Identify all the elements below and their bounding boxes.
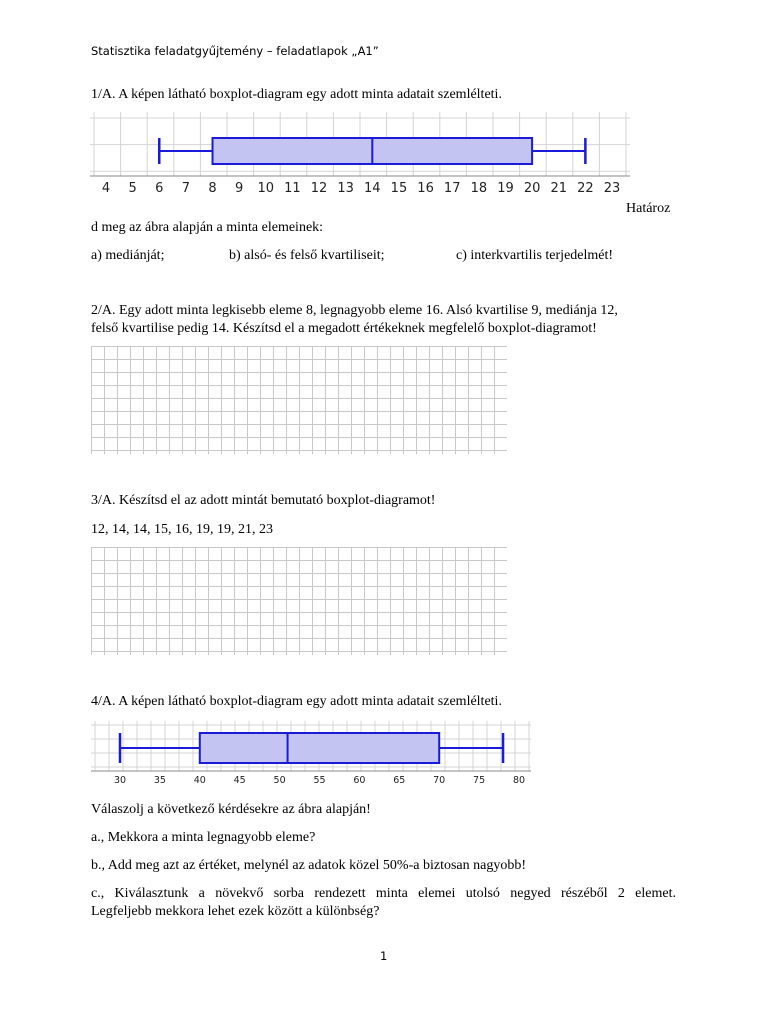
tick-label: 11 (284, 181, 301, 196)
tick-label: 16 (417, 181, 434, 196)
boxplot-chart-1 (90, 112, 630, 204)
tick-label: 55 (313, 775, 326, 786)
tick-label: 4 (101, 181, 111, 196)
tick-label: 5 (128, 181, 137, 196)
q4-intro: Válaszolj a következő kérdésekre az ábra alapján! (91, 802, 371, 817)
q1-title: 1/A. A képen látható boxplot-diagram egy adott minta adatait szemlélteti. (91, 87, 502, 102)
tick-label: 20 (523, 181, 541, 196)
empty-grid-q2[interactable] (91, 346, 507, 454)
tick-label: 75 (473, 775, 486, 786)
q1-instruction: d meg az ábra alapján a minta elemeinek: (91, 220, 324, 235)
q2-line-1: 2/A. Egy adott minta legkisebb eleme 8, legnagyobb eleme 16. Alsó kvartilise 9, mediánja 12, (91, 303, 618, 318)
tick-label: 30 (113, 775, 127, 786)
empty-grid-q3[interactable] (91, 547, 507, 655)
q4-title: 4/A. A képen látható boxplot-diagram egy adott minta adatait szemlélteti. (91, 694, 502, 709)
tick-label: 7 (181, 181, 191, 196)
iqr-box (200, 733, 439, 763)
q4-part-c-line-1: c., Kiválasztunk a növekvő sorba rendezett minta elemei utolsó negyed részéből 2 elemet. (91, 886, 676, 901)
page-header: Statisztika feladatgyűjtemény – feladatlapok „A1” (91, 44, 379, 58)
q4-part-b: b., Add meg azt az értéket, melynél az adatok közel 50%-a biztosan nagyobb! (91, 858, 526, 873)
q1-part-c: c) interkvartilis terjedelmét! (456, 248, 614, 263)
tick-label: 60 (353, 775, 366, 786)
q3-title: 3/A. Készítsd el az adott mintát bemutató boxplot-diagramot! (91, 493, 436, 508)
q3-data: 12, 14, 14, 15, 16, 19, 19, 21, 23 (91, 522, 273, 537)
tick-label: 70 (433, 775, 446, 786)
tick-label: 12 (310, 181, 328, 196)
tick-label: 18 (470, 181, 488, 196)
tick-label: 17 (443, 181, 461, 196)
tick-label: 21 (550, 181, 568, 196)
q1-part-b: b) alsó- és felső kvartiliseit; (229, 248, 385, 263)
tick-label: 8 (208, 181, 217, 196)
tick-label: 6 (155, 181, 164, 196)
tick-label: 15 (390, 181, 408, 196)
tick-label: 13 (337, 181, 354, 196)
boxplot-chart-2 (91, 721, 531, 789)
q4-part-a: a., Mekkora a minta legnagyobb eleme? (91, 830, 316, 845)
q2-line-2: felső kvartilise pedig 14. Készítsd el a megadott értékeknek megfelelő boxplot-diagramot! (91, 321, 597, 336)
tick-label: 19 (497, 181, 514, 196)
tick-label: 40 (193, 775, 206, 786)
tick-label: 80 (512, 775, 526, 786)
tick-label: 35 (153, 775, 166, 786)
tick-label: 50 (273, 775, 286, 786)
page-number: 1 (380, 949, 388, 963)
tick-label: 14 (364, 181, 381, 196)
tick-label: 9 (235, 181, 244, 196)
q4-part-c-line-2: Legfeljebb mekkora lehet ezek között a különbség? (91, 904, 380, 919)
tick-label: 10 (257, 181, 275, 196)
tick-label: 45 (233, 775, 246, 786)
q1-instruction-end: Határoz (626, 201, 671, 216)
tick-label: 22 (577, 181, 594, 196)
q1-part-a: a) mediánját; (91, 248, 165, 263)
tick-label: 65 (393, 775, 406, 786)
tick-label: 23 (603, 181, 621, 196)
